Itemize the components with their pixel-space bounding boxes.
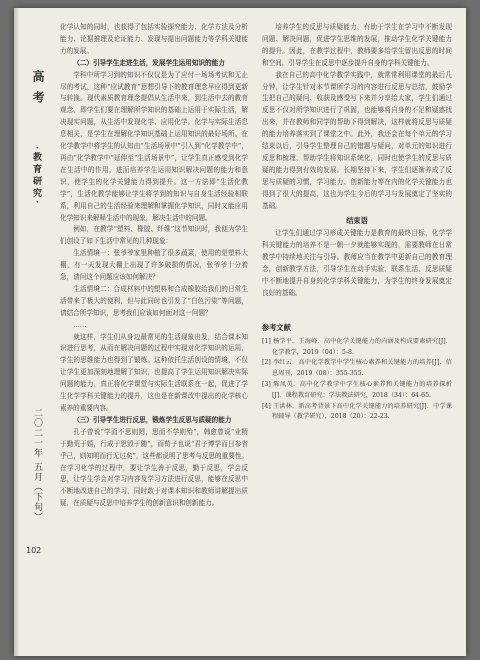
paragraph: 例如，在教学“塑料、橡胶、纤维”这节知识时，我便为学生们创设了如下生活中常见的几种现象： xyxy=(60,225,248,246)
paragraph: 就这样，学生们从身边最常见的生活现象出发，结合课本知识进行思考，从而在解决问题的过程中实现对化学知识的运用，学生的思维能力也得到了锻炼。这种依托生活创设的情境，不仅让学生更加深刻地理解了知识，也提高了学生运用知识解决实际问题的能力，真正将化学课堂与实际生活联系在一起，促进了学生化学学科关键能力的提升，这也是在新课改中提出的化学核心素养的重要内容。 xyxy=(60,332,248,412)
left-column xyxy=(60,22,248,632)
paragraph: 化学认知的同时，也获得了包括实验探究能力、化学方法及分析能力、论据推理及论证能力、发现与提出问题能力等学科关键能力的发展。 xyxy=(60,23,248,55)
reference-item xyxy=(262,380,452,402)
reference-item xyxy=(262,402,452,424)
reference-item xyxy=(262,337,452,359)
paragraph: 生活情境一：张爷爷家里种植了很多蔬菜，使用的是塑料大棚，有一天发现大棚上出现了许多破损的情况，张爷爷十分着急，请问这个问题应该如何解决？ xyxy=(60,249,248,282)
reference-number: [1] xyxy=(262,337,271,345)
conclusion-heading: 结束语 xyxy=(346,215,368,225)
section-heading: （二）引导学生走进生活，发展学生运用知识的能力 xyxy=(73,58,225,67)
paragraph: 让学生们通过学习形成关键能力是教育的最终目标，化学学科关键能力的培养不是一朝一夕就能够实现的，需要教师在日常教学中持续地关注与引导。教师应当在教学中更新自己的教育理念，创新教学方法，引导学生在动手实验、联系生活、反思质疑中不断地提升自身的化学学科关键能力，为学生的终身发展奠定良好的基础。 xyxy=(262,229,452,297)
reference-number: [2] xyxy=(262,359,271,367)
page-number: 102 xyxy=(26,546,42,555)
reference-number: [4] xyxy=(262,402,271,410)
issue-date: 二〇二一年 五月（下旬） xyxy=(32,408,42,522)
margin-strip xyxy=(14,8,54,656)
paragraph: 生活情境二：合成材料中的塑料和合成橡胶给我们的日常生活带来了极大的便利，但与此同时也引发了“白色污染”等问题，请结合所学知识，思考我们应该如何面对这一问题？ xyxy=(60,284,248,317)
paragraph: 孔子曾说“学而不思则罔，思而不学则殆”，韩愈曾说“业精于勤荒于嬉，行成于思毁于随”，而荀子也说“君子博学而日参省乎己，则知明而行无过矣”，这些都说明了思考与反思的重要性。在学习化学的过程中，要让学生善于反思，勤于反思，学会反思，让学生学会对学习内容及学习方法进行反思，能够在反思中不断地改进自己的学习，同时敢于对课本知识和教师讲解提出质疑，在质疑与反思中培养学生的创新意识和创新能力。 xyxy=(60,427,248,508)
references-heading: 参考文献 xyxy=(262,322,291,332)
reference-text: 王洪林．新高考背景下高中化学关键能力的培养研究[J]．中学课程辅导（教学研究），2018（20）：22-23. xyxy=(272,402,452,421)
reference-number: [3] xyxy=(262,380,271,388)
journal-title: 高考 xyxy=(31,70,45,112)
journal-page xyxy=(14,8,466,656)
reference-text: 陈凤英．高中化学教学中学生核心素养和关键能力的培养探析[J]．课程教育研究：学法教法研究，2018（34）：64-65. xyxy=(272,380,452,399)
reference-text: 杨学平，王海峰．高中化学关键能力的内涵及构成要素研究[J]．化学教学，2019（04）：5-8. xyxy=(272,337,452,356)
references-list xyxy=(262,337,452,423)
right-column xyxy=(262,22,452,632)
journal-section: ·教育研究· xyxy=(31,146,41,207)
paragraph: 培养学生的反思与质疑能力，有助于学生在学习中不断发现问题、解决问题，促进学生思维的发展，推动学生化学关键能力的提升。因此，在教学过程中，教师要多给学生留出反思的时间和空间，引导学生在反思中逐步提升自身的学科关键能力。 xyxy=(262,23,452,67)
reference-text: 李红云．高中化学教学中学生核心素养和关键能力的培养[J]．信息周刊，2019（08）：355-355. xyxy=(272,359,452,378)
section-heading: （三）引导学生进行反思，锻炼学生反思与质疑的能力 xyxy=(73,415,232,424)
paragraph: …… xyxy=(73,320,87,329)
paragraph: 学科中所学习到的知识不仅仅是为了应付一场场考试和无止尽的考试，这种“应试教育”思想引导下的教育理念早应得到更新与转换。现代素质教育理念提倡从生活中来，到生活中去的教育观念，即学生们要在理解所学知识的基础上运用于实际生活，解决现实问题，从生活中发现化学、应用化学。化学与实际生活息息相关，是学生在理解化学知识基础上运用知识的最好场所。在化学教学中将学生的认知由“生活场景中”引入到“化学教学中”，再由“化学教学中”延伸至“生活场景中”，让学生真正感受到化学在生活中的作用，进而培养学生运用知识解决问题的能力和意识，使学生的化学关键能力得到提升。这一方法即“生活化教学”，生活化教学能够让学生将学到的知识与自身生活经验相联系，利用自己的生活经验来理解和掌握化学知识，同时又能应用化学知识来解释生活中的现象，解决生活中的问题。 xyxy=(60,70,248,222)
paragraph: 我在自己的高中化学教学实践中，就常常利用课堂的最后几分钟，让学生针对本节课所学习的内容进行反思与总结，鼓励学生把自己的疑问、收获及感受写下来并分享给大家，学生们通过反思不仅对所学知识进行了巩固，也能够将自身的不足和疑惑找出来，并在教师和同学的帮助下得到解决，这样就将反思与质疑的能力培养落实到了课堂之中。此外，我还会在每个单元的学习结束以后，引导学生整理自己的错题与疑问，对单元的知识进行反思和梳理，帮助学生将知识系统化，同时也使学生的反思与质疑的能力得到有效的发展。长期坚持下来，学生们逐渐养成了反思与质疑的习惯，学习能力、创新能力等在内的化学关键能力也得到了很大的提高，这也为学生今后的学习与发展奠定了坚实的基础。 xyxy=(262,70,452,210)
reference-item xyxy=(262,358,452,380)
